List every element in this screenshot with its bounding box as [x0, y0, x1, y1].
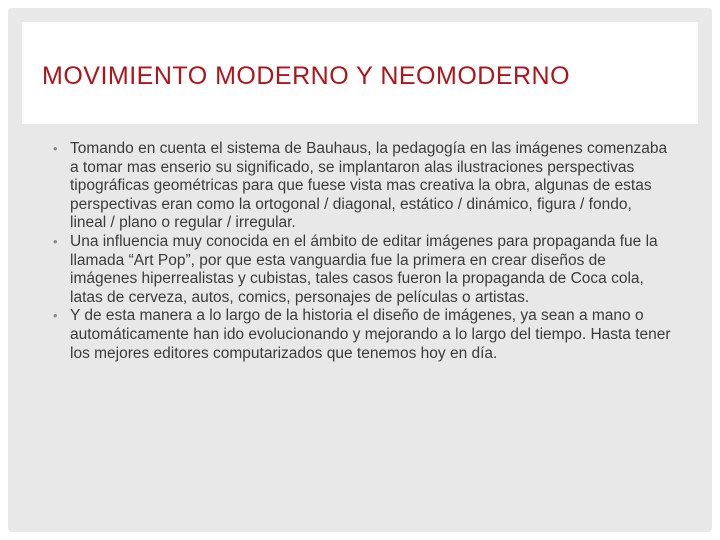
bullet-icon: • [53, 308, 58, 324]
bullet-text: Tomando en cuenta el sistema de Bauhaus, la pedagogía en las imágenes comenzaba a tomar mas enserio su significado, se implantaron alas ilustraciones perspectivas tipográficas geométricas para que fuese vista mas creativa la obra, algunas de estas perspectivas eran como la ortogonal / diagonal, estático / dinámico, figura / fondo, lineal / plano o regular / irregular. [70, 140, 668, 232]
title-box [22, 22, 698, 124]
bullet-text: Una influencia muy conocida en el ámbito de editar imágenes para propaganda fue la llamada “Art Pop”, por que esta vanguardia fue la primera en crear diseños de imágenes hiperrealistas y cubistas, tales casos fueron la propaganda de Coca cola, latas de cerveza, autos, comics, personajes de películas o artistas. [70, 232, 658, 306]
list-item [52, 140, 672, 233]
bullet-icon: • [53, 141, 58, 156]
slide-title: MOVIMIENTO MODERNO Y NEOMODERNO [42, 62, 571, 90]
list-item [52, 307, 672, 363]
list-item [52, 233, 672, 307]
bullet-list [52, 140, 672, 363]
bullet-icon: • [53, 233, 58, 249]
bullet-text: Y de esta manera a lo largo de la historia el diseño de imágenes, ya sean a mano o automáticamente han ido evolucionando y mejorando a lo largo del tiempo. Hasta tener los mejores editores computarizados que tenemos hoy en día. [70, 307, 671, 362]
